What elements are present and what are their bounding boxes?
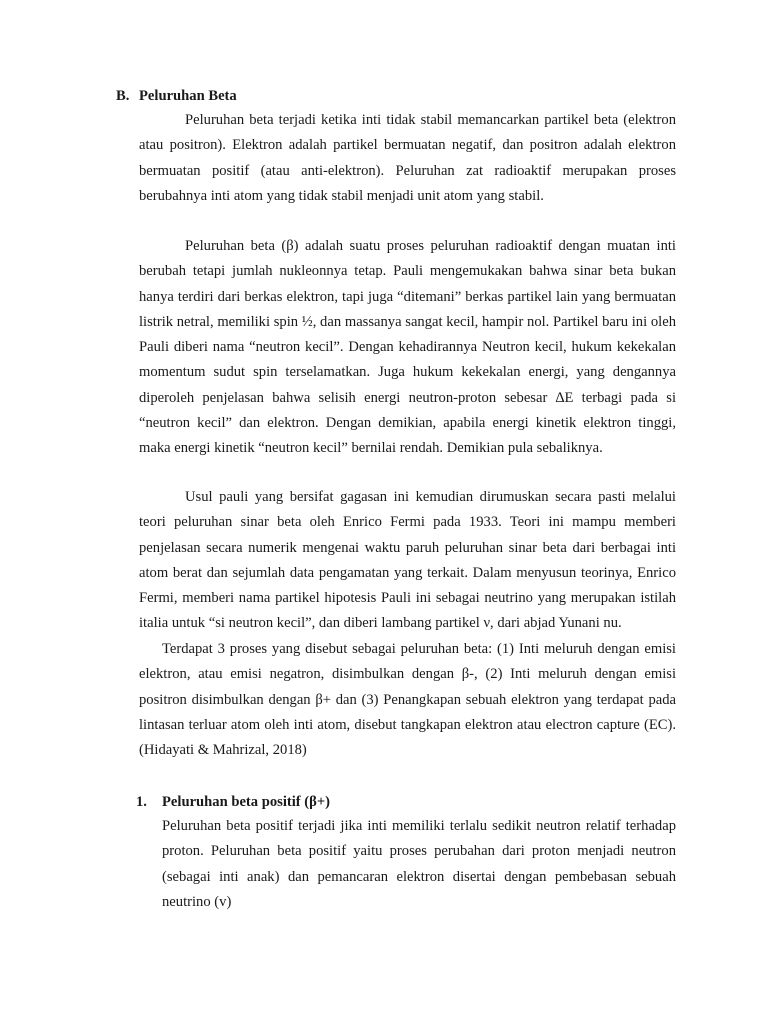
subsection-title: Peluruhan beta positif (β+) bbox=[162, 794, 331, 810]
paragraph-positive-beta-decay: Peluruhan beta positif terjadi jika inti memiliki terlalu sedikit neutron relatif terhadap proton. Peluruhan beta positif yaitu proses perubahan dari proton menjadi neutron (sebagai inti anak) dan pemancaran elektron disertai dengan pembebasan sebuah neutrino (v) bbox=[162, 818, 676, 910]
subsection-number: 1. bbox=[136, 794, 147, 810]
section-title: Peluruhan Beta bbox=[139, 88, 237, 104]
paragraph-beta-decay-definition: Peluruhan beta (β) adalah suatu proses peluruhan radioaktif dengan muatan inti berubah tetapi jumlah nukleonnya tetap. Pauli mengemukakan bahwa sinar beta bukan hanya terdiri dari berkas elektron, tapi juga “ditemani” berkas partikel lain yang bermuatan listrik netral, memiliki spin ½, dan massanya sangat kecil, hampir nol. Partikel baru ini oleh Pauli diberi nama “neutron kecil”. Dengan kehadirannya Neutron kecil, hukum kekekalan momentum sudut spin terselamatkan. Juga hukum kekekalan energi, yang dengannya diperoleh penjelasan bahwa selisih energi neutron-proton sebesar ∆E terbagi pada si “neutron kecil” dan elektron. Dengan demikian, apabila energi kinetik elektron tinggi, maka energi kinetik “neutron kecil” bernilai rendah. Demikian pula sebaliknya. bbox=[139, 238, 676, 457]
section-number: B. bbox=[116, 88, 130, 104]
paragraph-three-processes: Terdapat 3 proses yang disebut sebagai peluruhan beta: (1) Inti meluruh dengan emisi elektron, atau emisi negatron, disimbulkan dengan β-, (2) Inti meluruh dengan emisi positron disimbulkan dengan β+ dan (3) Penangkapan sebuah elektron yang terdapat pada lintasan terluar atom oleh inti atom, disebut tangkapan elektron atau electron capture (EC). (Hidayati & Mahrizal, 2018) bbox=[139, 641, 676, 759]
paragraph-fermi-theory: Usul pauli yang bersifat gagasan ini kemudian dirumuskan secara pasti melalui teori peluruhan sinar beta oleh Enrico Fermi pada 1933. Teori ini mampu memberi penjelasan secara numerik mengenai waktu paruh peluruhan sinar beta dari berbagai inti atom berat dan sejumlah data pengamatan yang terkait. Dalam menyusun teorinya, Enrico Fermi, memberi nama partikel hipotesis Pauli ini sebagai neutrino yang merupakan istilah italia untuk “si neutron kecil”, dan diberi lambang partikel ν, dari abjad Yunani nu. bbox=[139, 489, 676, 632]
section-heading bbox=[116, 86, 237, 106]
subsection-heading bbox=[136, 792, 330, 812]
paragraph-intro: Peluruhan beta terjadi ketika inti tidak stabil memancarkan partikel beta (elektron atau positron). Elektron adalah partikel bermuatan negatif, dan positron adalah elektron bermuatan positif (atau anti-elektron). Peluruhan zat radioaktif merupakan proses berubahnya inti atom yang tidak stabil menjadi unit atom yang stabil. bbox=[139, 112, 676, 204]
